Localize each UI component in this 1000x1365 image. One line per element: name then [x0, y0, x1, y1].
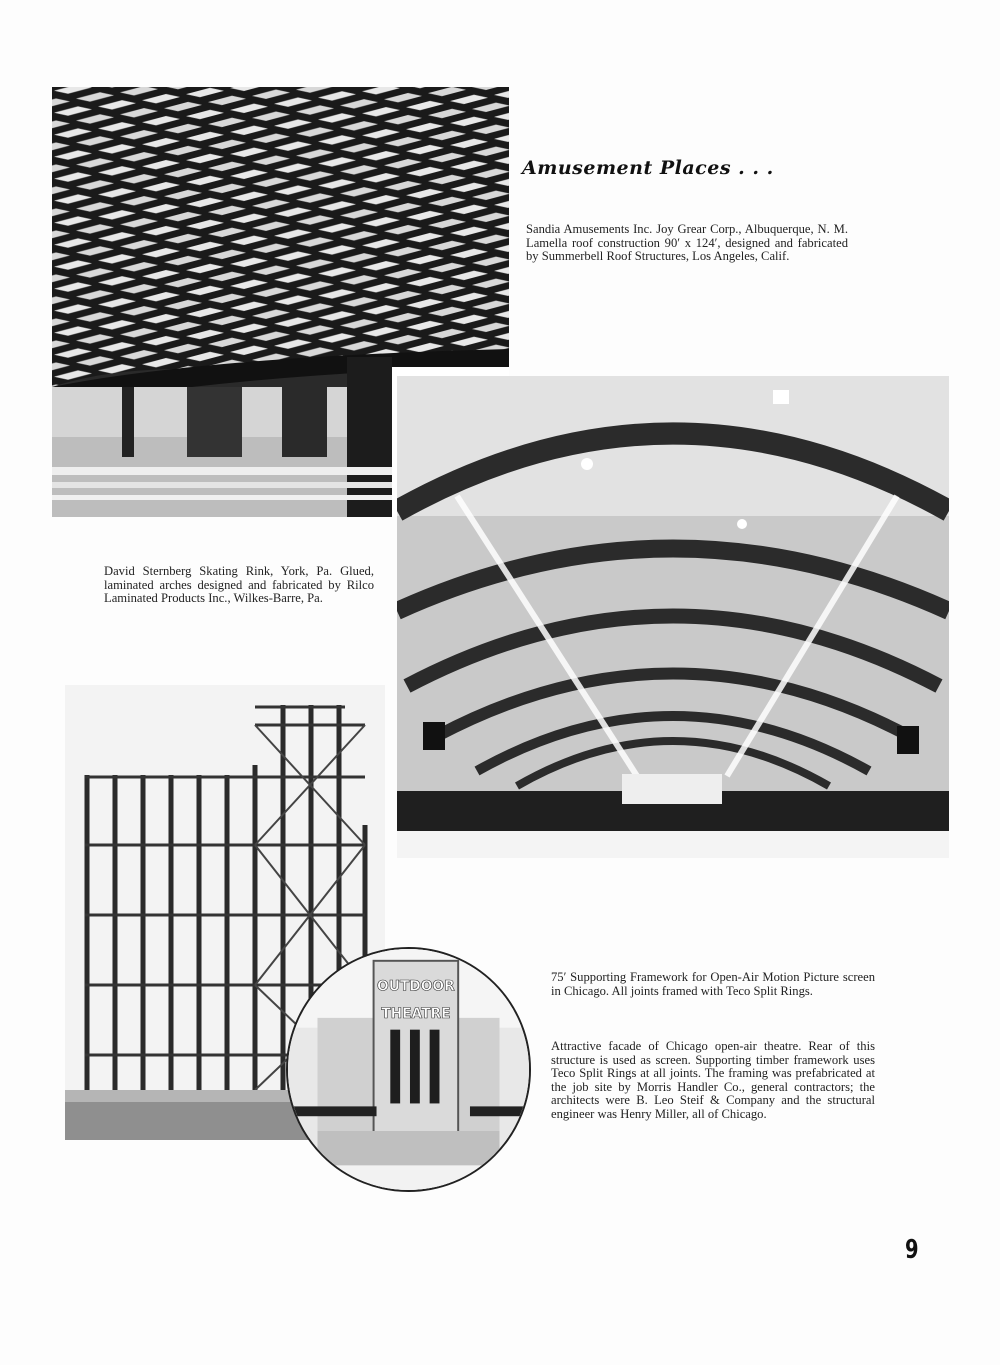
- caption-sandia-amusements: Sandia Amusements Inc. Joy Grear Corp., Albuquerque, N. M. Lamella roof construction 90′ x 124′, designed and fabricated by Summerbell Roof Structures, Los Angeles, Calif.: [526, 222, 848, 264]
- theatre-sign-outdoor: OUTDOOR: [377, 978, 455, 995]
- skating-rink-photo: [397, 376, 949, 858]
- section-heading: Amusement Places . . .: [522, 157, 774, 179]
- theatre-facade-photo: [286, 947, 531, 1192]
- theatre-sign-theatre: THEATRE: [381, 1005, 451, 1022]
- page-number: 9: [905, 1235, 919, 1265]
- caption-skating-rink: David Sternberg Skating Rink, York, Pa. Glued, laminated arches designed and fabricated by Rilco Laminated Products Inc., Wilkes-Barre, Pa.: [104, 564, 374, 606]
- caption-theatre-facade: Attractive facade of Chicago open-air theatre. Rear of this structure is used as screen. Supporting timber framework uses Teco Split Rings at all joints. The framing was prefabricated at the job site by Morris Handler Co., general contractors; the architects were B. Leo Steif & Company and the structural engineer was Henry Miller, all of Chicago.: [551, 1039, 875, 1121]
- caption-supporting-framework: 75′ Supporting Framework for Open-Air Motion Picture screen in Chicago. All joints framed with Teco Split Rings.: [551, 970, 875, 998]
